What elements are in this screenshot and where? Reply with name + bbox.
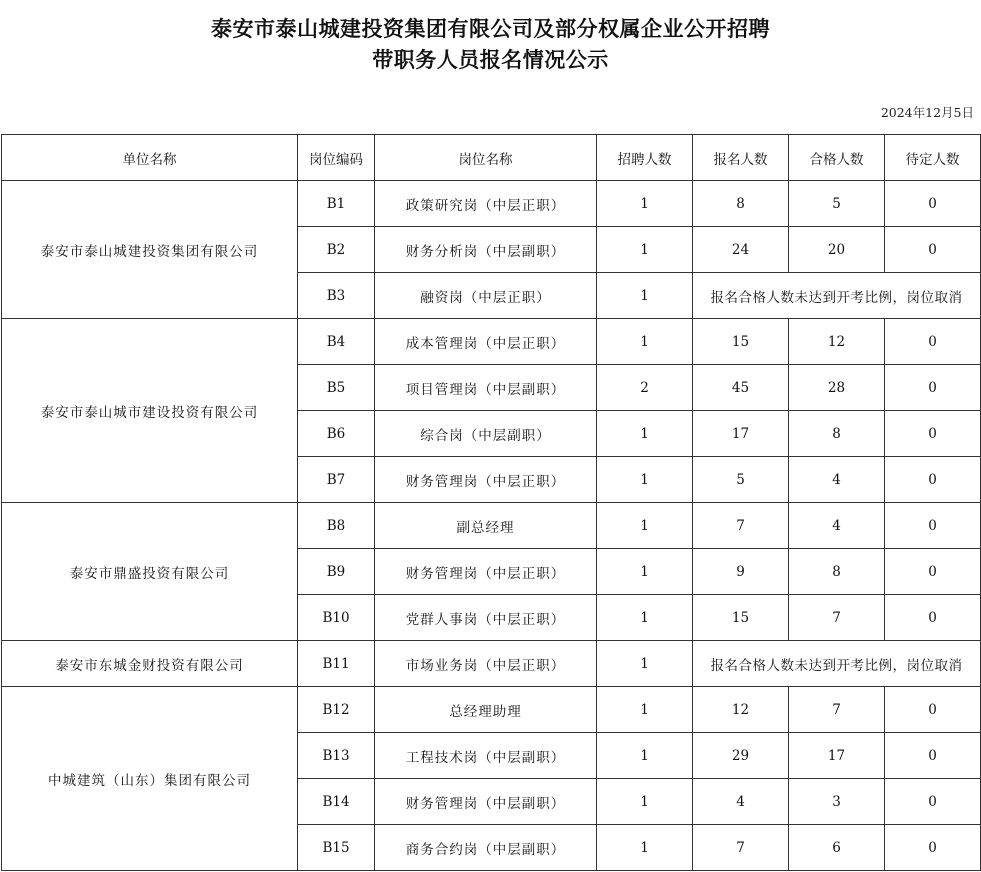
hire-count-cell: 1 bbox=[597, 273, 693, 319]
table-row bbox=[2, 319, 981, 365]
apply-count-cell: 29 bbox=[693, 733, 789, 779]
position-code-cell: B12 bbox=[298, 687, 375, 733]
table-row bbox=[2, 181, 981, 227]
qualified-count-cell: 17 bbox=[789, 733, 885, 779]
pending-count-cell: 0 bbox=[885, 779, 981, 825]
pending-count-cell: 0 bbox=[885, 825, 981, 871]
position-name-cell: 财务管理岗（中层副职） bbox=[375, 779, 597, 825]
pending-count-cell: 0 bbox=[885, 595, 981, 641]
qualified-count-cell: 5 bbox=[789, 181, 885, 227]
hire-count-cell: 1 bbox=[597, 733, 693, 779]
position-name-cell: 项目管理岗（中层副职） bbox=[375, 365, 597, 411]
pending-count-cell: 0 bbox=[885, 227, 981, 273]
position-code-cell: B14 bbox=[298, 779, 375, 825]
cancel-note-cell: 报名合格人数未达到开考比例，岗位取消 bbox=[693, 273, 981, 319]
table-body bbox=[2, 181, 981, 871]
header-qualified-count: 合格人数 bbox=[789, 135, 885, 181]
position-code-cell: B4 bbox=[298, 319, 375, 365]
qualified-count-cell: 12 bbox=[789, 319, 885, 365]
pending-count-cell: 0 bbox=[885, 365, 981, 411]
qualified-count-cell: 4 bbox=[789, 457, 885, 503]
header-apply-count: 报名人数 bbox=[693, 135, 789, 181]
apply-count-cell: 24 bbox=[693, 227, 789, 273]
header-pending-count: 待定人数 bbox=[885, 135, 981, 181]
position-name-cell: 副总经理 bbox=[375, 503, 597, 549]
table-row bbox=[2, 687, 981, 733]
qualified-count-cell: 7 bbox=[789, 687, 885, 733]
pending-count-cell: 0 bbox=[885, 733, 981, 779]
position-code-cell: B3 bbox=[298, 273, 375, 319]
position-name-cell: 财务管理岗（中层正职） bbox=[375, 457, 597, 503]
registration-table bbox=[1, 134, 981, 871]
position-name-cell: 财务分析岗（中层副职） bbox=[375, 227, 597, 273]
header-position-name: 岗位名称 bbox=[375, 135, 597, 181]
position-code-cell: B11 bbox=[298, 641, 375, 687]
hire-count-cell: 1 bbox=[597, 595, 693, 641]
apply-count-cell: 45 bbox=[693, 365, 789, 411]
pending-count-cell: 0 bbox=[885, 687, 981, 733]
header-hire-count: 招聘人数 bbox=[597, 135, 693, 181]
position-name-cell: 工程技术岗（中层副职） bbox=[375, 733, 597, 779]
unit-name-cell: 中城建筑（山东）集团有限公司 bbox=[2, 687, 298, 871]
apply-count-cell: 12 bbox=[693, 687, 789, 733]
pending-count-cell: 0 bbox=[885, 181, 981, 227]
position-code-cell: B2 bbox=[298, 227, 375, 273]
title-line-2: 带职务人员报名情况公示 bbox=[372, 48, 609, 72]
qualified-count-cell: 7 bbox=[789, 595, 885, 641]
position-code-cell: B13 bbox=[298, 733, 375, 779]
position-name-cell: 财务管理岗（中层正职） bbox=[375, 549, 597, 595]
table-row bbox=[2, 641, 981, 687]
cancel-note-cell: 报名合格人数未达到开考比例，岗位取消 bbox=[693, 641, 981, 687]
hire-count-cell: 1 bbox=[597, 181, 693, 227]
hire-count-cell: 1 bbox=[597, 227, 693, 273]
pending-count-cell: 0 bbox=[885, 503, 981, 549]
position-name-cell: 政策研究岗（中层正职） bbox=[375, 181, 597, 227]
apply-count-cell: 8 bbox=[693, 181, 789, 227]
pending-count-cell: 0 bbox=[885, 319, 981, 365]
hire-count-cell: 1 bbox=[597, 687, 693, 733]
apply-count-cell: 15 bbox=[693, 319, 789, 365]
position-code-cell: B8 bbox=[298, 503, 375, 549]
position-code-cell: B10 bbox=[298, 595, 375, 641]
position-code-cell: B5 bbox=[298, 365, 375, 411]
unit-name-cell: 泰安市泰山城建投资集团有限公司 bbox=[2, 181, 298, 319]
apply-count-cell: 17 bbox=[693, 411, 789, 457]
qualified-count-cell: 20 bbox=[789, 227, 885, 273]
apply-count-cell: 15 bbox=[693, 595, 789, 641]
apply-count-cell: 4 bbox=[693, 779, 789, 825]
qualified-count-cell: 4 bbox=[789, 503, 885, 549]
header-unit-name: 单位名称 bbox=[2, 135, 298, 181]
hire-count-cell: 1 bbox=[597, 411, 693, 457]
hire-count-cell: 1 bbox=[597, 549, 693, 595]
unit-name-cell: 泰安市鼎盛投资有限公司 bbox=[2, 503, 298, 641]
position-name-cell: 市场业务岗（中层正职） bbox=[375, 641, 597, 687]
qualified-count-cell: 8 bbox=[789, 549, 885, 595]
pending-count-cell: 0 bbox=[885, 457, 981, 503]
position-name-cell: 综合岗（中层副职） bbox=[375, 411, 597, 457]
position-code-cell: B7 bbox=[298, 457, 375, 503]
apply-count-cell: 5 bbox=[693, 457, 789, 503]
hire-count-cell: 1 bbox=[597, 457, 693, 503]
position-name-cell: 商务合约岗（中层副职） bbox=[375, 825, 597, 871]
position-name-cell: 党群人事岗（中层正职） bbox=[375, 595, 597, 641]
title-line-1: 泰安市泰山城建投资集团有限公司及部分权属企业公开招聘 bbox=[211, 17, 770, 41]
position-name-cell: 成本管理岗（中层正职） bbox=[375, 319, 597, 365]
pending-count-cell: 0 bbox=[885, 411, 981, 457]
apply-count-cell: 9 bbox=[693, 549, 789, 595]
position-code-cell: B1 bbox=[298, 181, 375, 227]
qualified-count-cell: 8 bbox=[789, 411, 885, 457]
table-row bbox=[2, 503, 981, 549]
position-code-cell: B9 bbox=[298, 549, 375, 595]
qualified-count-cell: 6 bbox=[789, 825, 885, 871]
qualified-count-cell: 3 bbox=[789, 779, 885, 825]
position-code-cell: B15 bbox=[298, 825, 375, 871]
hire-count-cell: 1 bbox=[597, 641, 693, 687]
position-code-cell: B6 bbox=[298, 411, 375, 457]
hire-count-cell: 1 bbox=[597, 319, 693, 365]
header-position-code: 岗位编码 bbox=[298, 135, 375, 181]
unit-name-cell: 泰安市泰山城市建设投资有限公司 bbox=[2, 319, 298, 503]
position-name-cell: 融资岗（中层正职） bbox=[375, 273, 597, 319]
hire-count-cell: 1 bbox=[597, 503, 693, 549]
pending-count-cell: 0 bbox=[885, 549, 981, 595]
apply-count-cell: 7 bbox=[693, 825, 789, 871]
table-header-row bbox=[2, 135, 981, 181]
publish-date: 2024年12月5日 bbox=[880, 105, 974, 120]
apply-count-cell: 7 bbox=[693, 503, 789, 549]
hire-count-cell: 1 bbox=[597, 779, 693, 825]
document-title bbox=[0, 14, 981, 76]
position-name-cell: 总经理助理 bbox=[375, 687, 597, 733]
hire-count-cell: 1 bbox=[597, 825, 693, 871]
hire-count-cell: 2 bbox=[597, 365, 693, 411]
unit-name-cell: 泰安市东城金财投资有限公司 bbox=[2, 641, 298, 687]
qualified-count-cell: 28 bbox=[789, 365, 885, 411]
